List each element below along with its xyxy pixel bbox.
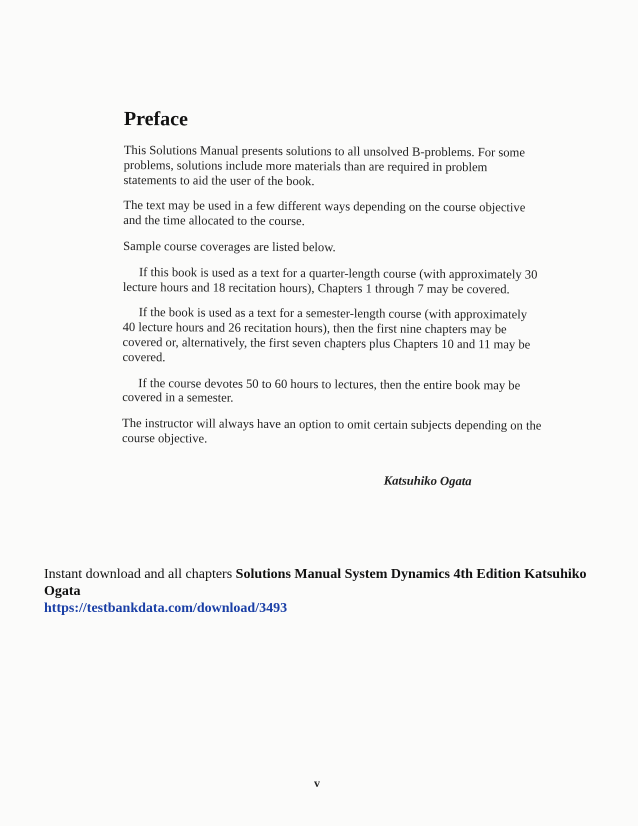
- preface-paragraph-4: If this book is used as a text for a quarter-length course (with approximately 30 lecture hours and 18 recitation hours), Chapters 1 through 7 may be covered.: [122, 264, 538, 296]
- preface-paragraph-7: The instructor will always have an option to omit certain subjects depending on the course objective.: [121, 416, 542, 446]
- preface-section: [122, 108, 544, 489]
- download-link[interactable]: https://testbankdata.com/download/3493: [44, 601, 288, 616]
- preface-paragraph-5: If the book is used as a text for a semester-length course (with approximately 40 lecture hours and 26 recitation hours), then the first nine chapters may be covered or, alternatively, the first seven chapters plus Chapters 10 and 11 may be covered.: [122, 305, 531, 365]
- author-signature: Katsuhiko Ogata: [383, 473, 472, 488]
- preface-paragraph-2: The text may be used in a few different ways depending on the course objective and the time allocated to the course.: [123, 198, 526, 229]
- promo-prefix: Instant download and all chapters: [44, 567, 236, 582]
- preface-paragraph-6: If the course devotes 50 to 60 hours to lectures, then the entire book may be covered in a semester.: [122, 375, 521, 406]
- preface-paragraph-3: Sample course coverages are listed below.: [123, 238, 336, 255]
- promo-title: Solutions Manual System Dynamics 4th Edition Katsuhiko Ogata: [44, 567, 587, 599]
- download-promo: [44, 566, 604, 617]
- page-number: v: [314, 776, 320, 790]
- preface-heading: Preface: [123, 108, 189, 131]
- preface-paragraph-1: This Solutions Manual presents solutions to all unsolved B-problems. For some problems, solutions include more materials than are required in problem statements to aid the user of the book.: [123, 142, 526, 188]
